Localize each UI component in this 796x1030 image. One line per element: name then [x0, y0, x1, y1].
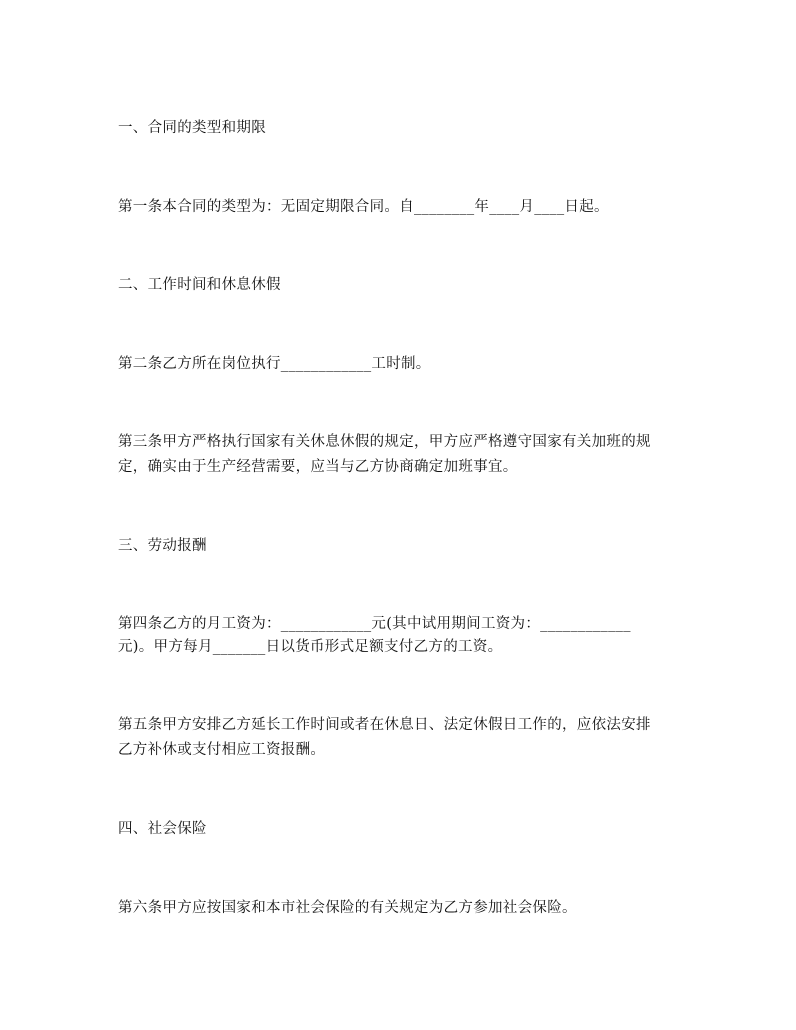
- article-4-text-line-1: 第四条乙方的月工资为：____________元(其中试用期间工资为：____________: [118, 616, 631, 632]
- article-5-text-line-1: 第五条甲方安排乙方延长工作时间或者在休息日、法定休假日工作的，应依法安排: [118, 717, 651, 733]
- article-6-text: 第六条甲方应按国家和本市社会保险的有关规定为乙方参加社会保险。: [118, 900, 577, 916]
- article-4-text-line-2: 元)。甲方每月_______日以货币形式足额支付乙方的工资。: [118, 639, 503, 655]
- article-3-text-line-1: 第三条甲方严格执行国家有关休息休假的规定，甲方应严格遵守国家有关加班的规: [118, 434, 651, 450]
- article-1-text: 第一条本合同的类型为：无固定期限合同。自________年____月____日起。: [118, 199, 609, 215]
- section-heading-remuneration: 三、劳动报酬: [118, 538, 207, 554]
- section-heading-social-insurance: 四、社会保险: [118, 821, 207, 837]
- article-3-text-line-2: 定，确实由于生产经营需要，应当与乙方协商确定加班事宜。: [118, 459, 518, 475]
- article-2-text: 第二条乙方所在岗位执行____________工时制。: [118, 356, 431, 372]
- article-5-text-line-2: 乙方补休或支付相应工资报酬。: [118, 742, 326, 758]
- section-heading-contract-type: 一、合同的类型和期限: [118, 120, 266, 136]
- section-heading-working-hours: 二、工作时间和休息休假: [118, 277, 281, 293]
